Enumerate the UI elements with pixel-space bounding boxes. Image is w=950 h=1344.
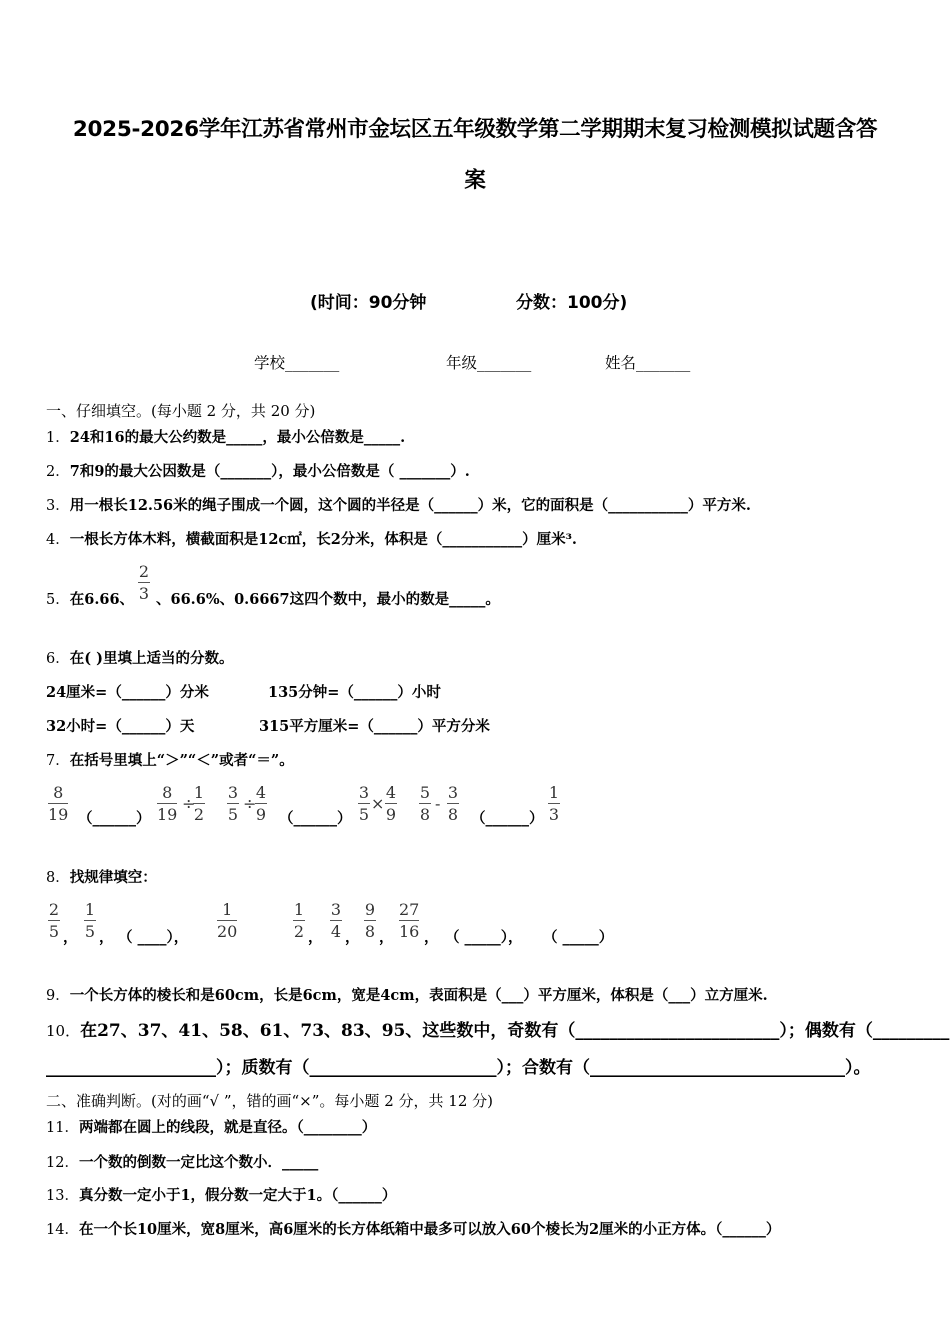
question-text: 7和9的最大公因数是（_______），最小公倍数是（ _______）. bbox=[69, 463, 470, 480]
numerator: 1 bbox=[293, 900, 305, 919]
numerator: 3 bbox=[227, 783, 239, 802]
numerator: 2 bbox=[48, 900, 60, 919]
numerator: 3 bbox=[358, 783, 370, 802]
question-text: 找规律填空： bbox=[69, 869, 157, 886]
q8-blank-a: （ ____）， bbox=[118, 929, 189, 946]
denominator: 2 bbox=[193, 805, 205, 824]
exam-time: (时间：90分钟 bbox=[310, 293, 427, 313]
question-2 bbox=[46, 460, 470, 481]
question-1 bbox=[46, 426, 405, 447]
denominator: 8 bbox=[419, 805, 431, 824]
q7-blank-2: （______） bbox=[279, 810, 352, 827]
q7-fraction-10 bbox=[548, 783, 560, 824]
denominator: 3 bbox=[548, 805, 560, 824]
question-number: 8． bbox=[46, 870, 70, 886]
comma: ， bbox=[99, 929, 114, 946]
q8-fraction-a2 bbox=[84, 900, 96, 941]
q7-fraction-7 bbox=[385, 783, 397, 824]
question-number: 10． bbox=[46, 1022, 81, 1040]
question-text-pre: 在6.66、 bbox=[69, 591, 135, 608]
question-text: 在( )里填上适当的分数。 bbox=[69, 650, 234, 667]
question-7 bbox=[46, 749, 294, 770]
numerator: 3 bbox=[447, 783, 459, 802]
numerator: 3 bbox=[330, 900, 342, 919]
q7-fraction-8 bbox=[419, 783, 431, 824]
numerator: 2 bbox=[138, 562, 150, 581]
denominator: 2 bbox=[293, 922, 305, 941]
page-title-line1: 2025-2026学年江苏省常州市金坛区五年级数学第二学期期末复习检测模拟试题含答 bbox=[72, 117, 878, 142]
denominator: 9 bbox=[385, 805, 397, 824]
question-number: 4． bbox=[46, 532, 70, 548]
denominator: 3 bbox=[138, 584, 150, 603]
question-number: 13． bbox=[46, 1188, 79, 1204]
numerator: 1 bbox=[548, 783, 560, 802]
denominator: 5 bbox=[48, 922, 60, 941]
minus-sign: - bbox=[435, 794, 441, 813]
question-text: 24和16的最大公约数是_____，最小公倍数是_____. bbox=[69, 429, 406, 446]
denominator: 5 bbox=[227, 805, 239, 824]
q6-item-a: 24厘米=（______）分米 bbox=[46, 684, 209, 701]
q6-item-c: 32小时=（______）天 bbox=[46, 718, 195, 735]
numerator: 4 bbox=[385, 783, 397, 802]
question-text: 真分数一定小于1，假分数一定大于1。（______） bbox=[78, 1187, 397, 1204]
q7-fraction-6 bbox=[358, 783, 370, 824]
school-field: 学校_______ bbox=[254, 354, 340, 372]
q8-fraction-a1 bbox=[48, 900, 60, 941]
comma: ， bbox=[379, 929, 394, 946]
question-text: 用一根长12.56米的绳子围成一个圆，这个圆的半径是（______）米，它的面积是（___________）平方米. bbox=[69, 497, 751, 514]
question-text: 两端都在圆上的线段，就是直径。（________） bbox=[78, 1119, 377, 1136]
q8-fraction-b3 bbox=[364, 900, 376, 941]
q7-blank-1: （______） bbox=[78, 810, 151, 827]
fraction-two-thirds bbox=[138, 562, 150, 603]
denominator: 19 bbox=[48, 805, 69, 824]
question-number: 14． bbox=[46, 1222, 79, 1238]
denominator: 8 bbox=[447, 805, 459, 824]
question-12 bbox=[46, 1151, 318, 1172]
page-title-line2: 案 bbox=[464, 168, 486, 193]
q8-fraction-a3 bbox=[217, 900, 237, 941]
numerator: 1 bbox=[222, 900, 233, 919]
comma: ， bbox=[424, 929, 439, 946]
question-number: 9． bbox=[46, 988, 70, 1004]
question-text: 在括号里填上“＞”“＜”或者“＝”。 bbox=[69, 752, 294, 769]
numerator: 1 bbox=[84, 900, 96, 919]
question-number: 12． bbox=[46, 1155, 79, 1171]
question-number: 6． bbox=[46, 651, 70, 667]
denominator: 5 bbox=[84, 922, 96, 941]
q7-fraction-5 bbox=[255, 783, 267, 824]
denominator: 5 bbox=[358, 805, 370, 824]
question-number: 5． bbox=[46, 592, 70, 608]
numerator: 8 bbox=[162, 783, 173, 802]
denominator: 9 bbox=[255, 805, 267, 824]
question-9 bbox=[46, 984, 768, 1005]
q7-fraction-4 bbox=[227, 783, 239, 824]
q7-fraction-9 bbox=[447, 783, 459, 824]
numerator: 1 bbox=[193, 783, 205, 802]
q8-fraction-b1 bbox=[293, 900, 305, 941]
comma: ， bbox=[345, 929, 360, 946]
question-text: 一个长方体的棱长和是60cm，长是6cm，宽是4cm，表面积是（___）平方厘米，体积是（___）立方厘米. bbox=[69, 987, 768, 1004]
q6-item-b: 135分钟=（______）小时 bbox=[268, 684, 441, 701]
question-number: 2． bbox=[46, 464, 70, 480]
question-text: 在一个长10厘米，宽8厘米，高6厘米的长方体纸箱中最多可以放入60个棱长为2厘米的小正方体。（______） bbox=[78, 1221, 781, 1238]
question-14 bbox=[46, 1218, 780, 1239]
denominator: 20 bbox=[217, 922, 238, 941]
question-number: 3． bbox=[46, 498, 70, 514]
section2-heading: 二、准确判断。(对的画“√ ”，错的画“×”。每小题 2 分，共 12 分) bbox=[46, 1092, 493, 1110]
question-number: 7． bbox=[46, 753, 70, 769]
question-6 bbox=[46, 647, 234, 668]
question-13 bbox=[46, 1184, 396, 1205]
section1-heading: 一、仔细填空。(每小题 2 分，共 20 分) bbox=[46, 402, 316, 420]
question-10 bbox=[46, 1016, 949, 1041]
question-number: 11． bbox=[46, 1120, 79, 1136]
question-8 bbox=[46, 866, 157, 887]
q8-blank-b2: （ _____） bbox=[543, 929, 614, 946]
q7-fraction-1 bbox=[48, 783, 68, 824]
q8-blank-b1: （ _____）， bbox=[445, 929, 523, 946]
denominator: 4 bbox=[330, 922, 342, 941]
denominator: 8 bbox=[364, 922, 376, 941]
multiply-sign: × bbox=[371, 794, 385, 813]
q7-blank-3: （______） bbox=[471, 810, 544, 827]
denominator: 19 bbox=[157, 805, 178, 824]
numerator: 27 bbox=[399, 900, 420, 919]
numerator: 4 bbox=[255, 783, 267, 802]
question-text: 一根长方体木料，横截面积是12c㎡，长2分米，体积是（___________）厘米³. bbox=[69, 531, 577, 548]
question-11 bbox=[46, 1116, 376, 1137]
question-5 bbox=[46, 588, 134, 609]
q6-item-d: 315平方厘米=（______）平方分米 bbox=[259, 718, 490, 735]
denominator: 16 bbox=[399, 922, 420, 941]
question-10-line2: ____________________）；质数有（______________________）；合数有（______________________________）。 bbox=[46, 1058, 871, 1078]
question-4 bbox=[46, 528, 577, 549]
question-text: 一个数的倒数一定比这个数小．_____ bbox=[78, 1154, 319, 1171]
comma: ， bbox=[308, 929, 323, 946]
name-field: 姓名_______ bbox=[605, 354, 691, 372]
comma: ， bbox=[63, 929, 78, 946]
divide-sign: ÷ bbox=[182, 794, 196, 813]
question-number: 1． bbox=[46, 430, 70, 446]
question-5-text-post: 、66.6%、0.6667这四个数中，最小的数是_____。 bbox=[156, 591, 500, 608]
question-text-line1: 在27、37、41、58、61、73、83、95、这些数中，奇数有（________________________）；偶数有（_________ bbox=[80, 1021, 950, 1041]
numerator: 5 bbox=[419, 783, 431, 802]
q8-fraction-b2 bbox=[330, 900, 342, 941]
q8-fraction-b4 bbox=[399, 900, 419, 941]
grade-field: 年级_______ bbox=[446, 354, 532, 372]
question-3 bbox=[46, 494, 751, 515]
numerator: 8 bbox=[53, 783, 64, 802]
numerator: 9 bbox=[364, 900, 376, 919]
q7-fraction-2 bbox=[157, 783, 177, 824]
exam-score: 分数：100分) bbox=[516, 293, 628, 313]
q7-fraction-3 bbox=[193, 783, 205, 824]
divide-sign: ÷ bbox=[243, 794, 257, 813]
